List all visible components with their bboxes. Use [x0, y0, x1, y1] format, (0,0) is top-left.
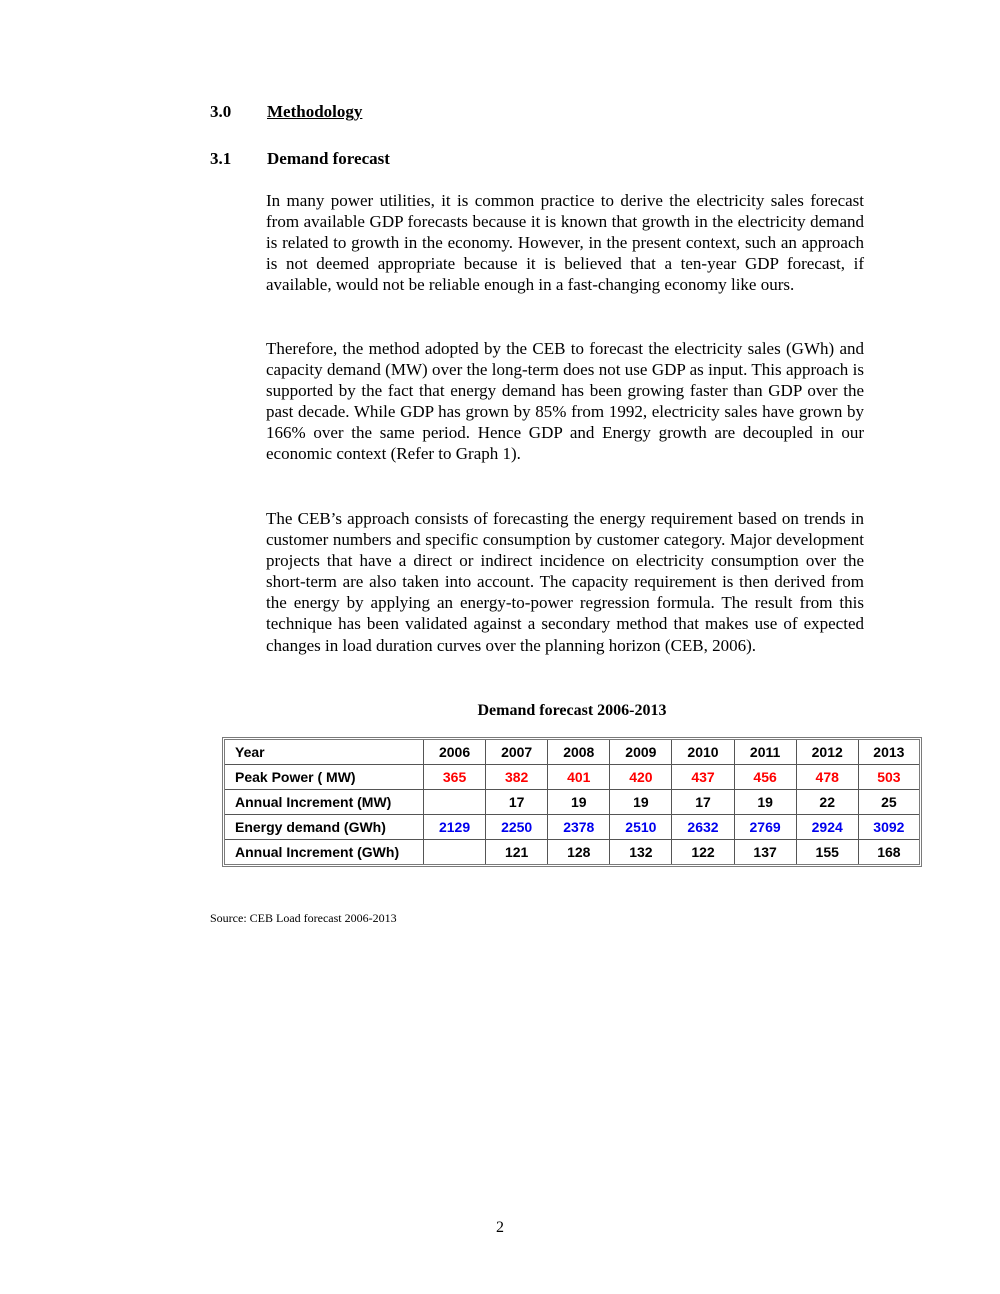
table-cell: 3092 [859, 815, 919, 840]
table-cell: 2510 [610, 815, 672, 840]
section-title: Demand forecast [267, 149, 390, 168]
table-cell: 25 [859, 790, 919, 815]
table-cell [424, 840, 486, 864]
table-cell: 2129 [424, 815, 486, 840]
year-cell: 2013 [859, 740, 919, 765]
section-number: 3.0 [210, 102, 232, 121]
header-label: Year [225, 740, 424, 765]
row-label: Peak Power ( MW) [225, 765, 424, 790]
table-cell: 128 [548, 840, 610, 864]
year-cell: 2006 [424, 740, 486, 765]
row-label: Energy demand (GWh) [225, 815, 424, 840]
table-row-annual-increment-gwh [225, 840, 919, 864]
table-cell: 17 [486, 790, 548, 815]
paragraph-ceb-approach: The CEB’s approach consists of forecasting the energy requirement based on trends in customer numbers and specific consumption by customer category. Major development projects that have a direct or indirect incidence on electricity consumption over the short-term are also taken into account. The capacity requirement is then derived from the energy by applying an energy-to-power regression formula. The result from this technique has been validated against a secondary method that makes use of expected changes in load duration curves over the planning horizon (CEB, 2006). [266, 509, 864, 655]
table-cell: 401 [548, 765, 610, 790]
year-cell: 2008 [548, 740, 610, 765]
year-cell: 2010 [672, 740, 734, 765]
section-number: 3.1 [210, 149, 232, 168]
year-cell: 2009 [610, 740, 672, 765]
table-cell: 382 [486, 765, 548, 790]
table-caption: Demand forecast 2006-2013 [477, 702, 667, 719]
table-cell: 122 [672, 840, 734, 864]
table-row-annual-increment-mw [225, 790, 919, 815]
table-cell: 478 [797, 765, 859, 790]
table-cell: 420 [610, 765, 672, 790]
table-cell: 121 [486, 840, 548, 864]
table-cell: 456 [735, 765, 797, 790]
section-title: Methodology [267, 102, 363, 121]
row-label: Annual Increment (GWh) [225, 840, 424, 864]
page-number: 2 [496, 1219, 504, 1236]
table-cell: 132 [610, 840, 672, 864]
table-cell: 19 [610, 790, 672, 815]
year-cell: 2012 [797, 740, 859, 765]
year-cell: 2011 [735, 740, 797, 765]
table-cell: 2250 [486, 815, 548, 840]
row-label: Annual Increment (MW) [225, 790, 424, 815]
table-header-row [225, 740, 919, 765]
table-cell: 365 [424, 765, 486, 790]
table-cell: 437 [672, 765, 734, 790]
table-cell: 17 [672, 790, 734, 815]
year-cell: 2007 [486, 740, 548, 765]
table-cell: 22 [797, 790, 859, 815]
table-cell: 155 [797, 840, 859, 864]
paragraph-gdp-practice: In many power utilities, it is common practice to derive the electricity sales forecast from available GDP forecasts because it is known that growth in the electricity demand is related to growth in the economy. However, in the present context, such an approach is not deemed appropriate because it is believed that a ten-year GDP forecast, if available, would not be reliable enough in a fast-changing economy like ours. [266, 191, 864, 295]
source-note: Source: CEB Load forecast 2006-2013 [210, 911, 397, 925]
table-cell: 168 [877, 844, 901, 860]
table-cell: 2769 [735, 815, 797, 840]
table-cell: 503 [859, 765, 919, 790]
table-row-energy-demand [225, 815, 919, 840]
table-cell: 19 [735, 790, 797, 815]
table-row-peak-power [225, 765, 919, 790]
demand-forecast-table [222, 737, 922, 867]
table-cell: 137 [735, 840, 797, 864]
table-cell: 2632 [672, 815, 734, 840]
table-cell [424, 790, 486, 815]
table-cell: 2378 [548, 815, 610, 840]
paragraph-ceb-method: Therefore, the method adopted by the CEB to forecast the electricity sales (GWh) and capacity demand (MW) over the long-term does not use GDP as input. This approach is supported by the fact that energy demand has been growing faster than GDP over the past decade. While GDP has grown by 85% from 1992, electricity sales have grown by 166% over the same period. Hence GDP and Energy growth are decoupled in our economic context (Refer to Graph 1). [266, 339, 864, 464]
table-cell: 2924 [797, 815, 859, 840]
table-cell: 19 [548, 790, 610, 815]
